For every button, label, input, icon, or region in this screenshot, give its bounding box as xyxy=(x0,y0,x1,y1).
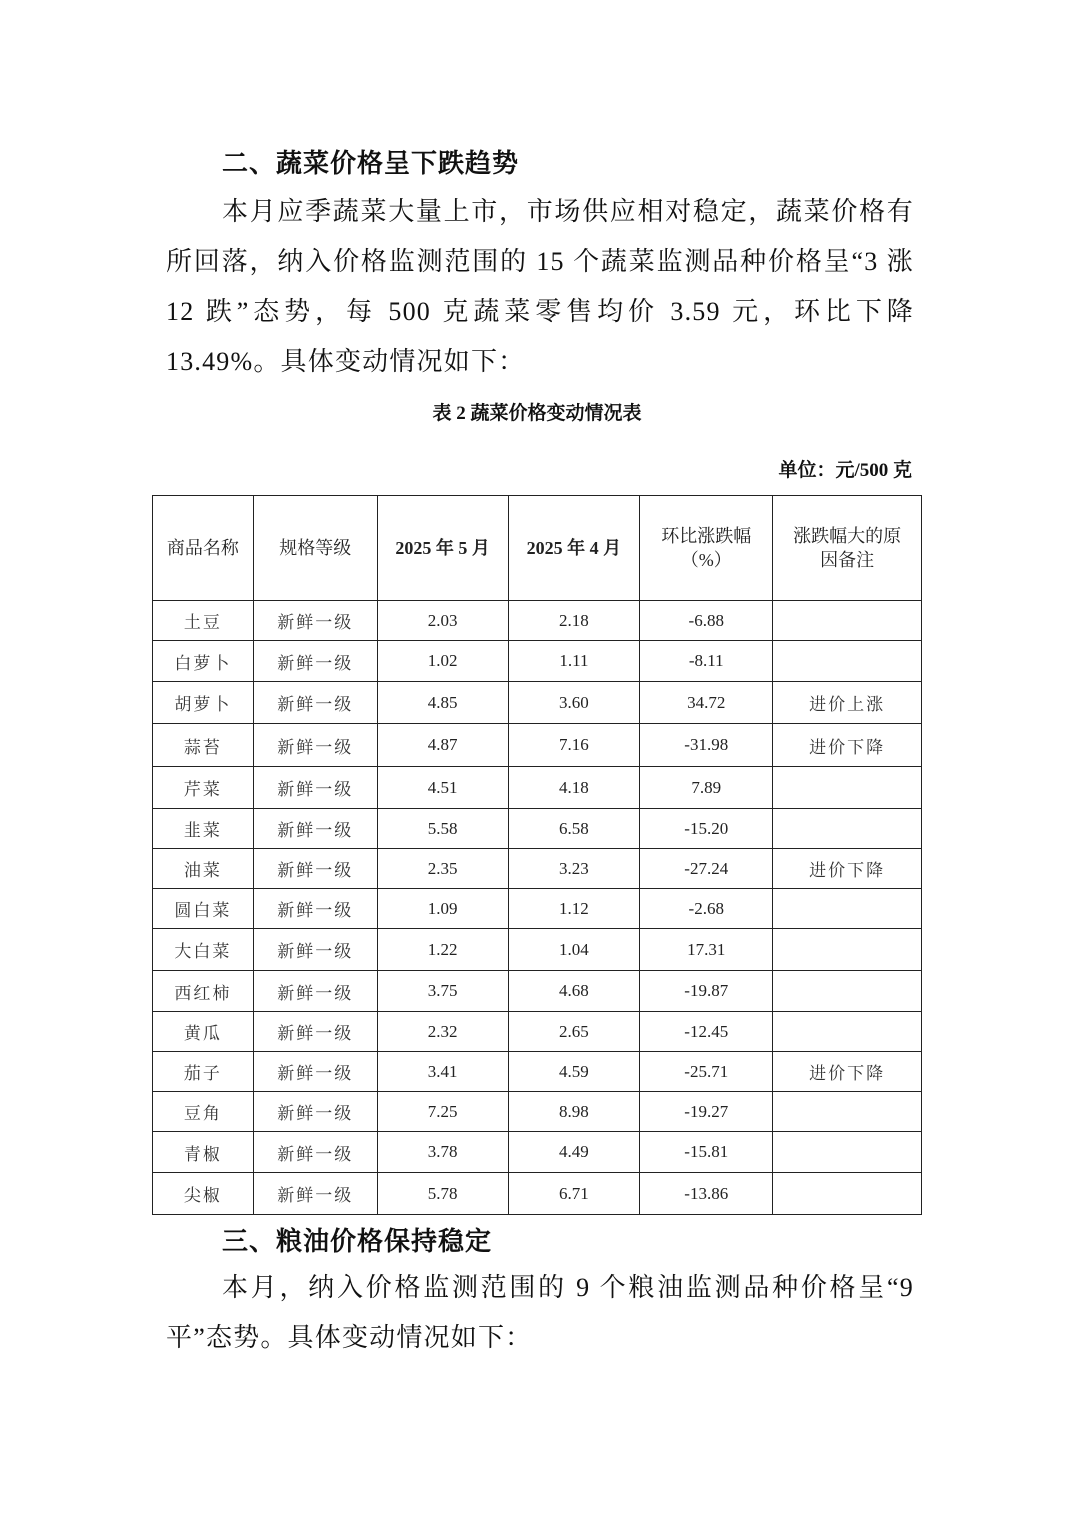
cell-product-name: 胡萝卜 xyxy=(153,682,254,724)
table-row xyxy=(153,601,922,641)
section-paragraph-grain-oil: 本月，纳入价格监测范围的 9 个粮油监测品种价格呈“9 平”态势。具体变动情况如下： xyxy=(166,1273,914,1352)
cell-grade: 新鲜一级 xyxy=(253,809,377,849)
table-row xyxy=(153,929,922,971)
vegetable-price-table xyxy=(152,495,922,1215)
cell-price-may: 3.41 xyxy=(377,1052,508,1092)
table-row xyxy=(153,1132,922,1173)
table-row xyxy=(153,1173,922,1215)
table-row xyxy=(153,971,922,1012)
cell-price-apr: 4.68 xyxy=(508,971,640,1012)
header-reason-note-line1: 涨跌幅大的原 xyxy=(793,526,902,546)
cell-price-apr: 1.04 xyxy=(508,929,640,971)
cell-reason-note xyxy=(773,641,922,682)
cell-price-apr: 6.58 xyxy=(508,809,640,849)
cell-reason-note xyxy=(773,1012,922,1052)
section-heading-grain-oil: 三、粮油价格保持稳定 xyxy=(222,1227,493,1257)
table-row xyxy=(153,1092,922,1132)
cell-price-may: 1.02 xyxy=(377,641,508,682)
cell-price-apr: 4.49 xyxy=(508,1132,640,1173)
cell-grade: 新鲜一级 xyxy=(253,1173,377,1215)
cell-mom-change: 34.72 xyxy=(640,682,773,724)
cell-mom-change: -6.88 xyxy=(640,601,773,641)
cell-price-apr: 8.98 xyxy=(508,1092,640,1132)
cell-grade: 新鲜一级 xyxy=(253,1092,377,1132)
cell-reason-note: 进价上涨 xyxy=(773,682,922,724)
cell-price-apr: 3.60 xyxy=(508,682,640,724)
cell-mom-change: 7.89 xyxy=(640,767,773,809)
cell-mom-change: -27.24 xyxy=(640,849,773,889)
cell-product-name: 土豆 xyxy=(153,601,254,641)
cell-product-name: 黄瓜 xyxy=(153,1012,254,1052)
cell-price-apr: 2.65 xyxy=(508,1012,640,1052)
cell-reason-note: 进价下降 xyxy=(773,1052,922,1092)
cell-grade: 新鲜一级 xyxy=(253,767,377,809)
cell-product-name: 西红柿 xyxy=(153,971,254,1012)
cell-price-apr: 2.18 xyxy=(508,601,640,641)
header-mom-change xyxy=(640,496,773,601)
cell-grade: 新鲜一级 xyxy=(253,929,377,971)
cell-reason-note: 进价下降 xyxy=(773,849,922,889)
table-row xyxy=(153,767,922,809)
cell-reason-note xyxy=(773,929,922,971)
table-row xyxy=(153,849,922,889)
cell-price-may: 4.51 xyxy=(377,767,508,809)
table-row xyxy=(153,724,922,767)
cell-product-name: 尖椒 xyxy=(153,1173,254,1215)
cell-reason-note xyxy=(773,809,922,849)
header-mom-change-line1: 环比涨跌幅 xyxy=(661,526,752,546)
cell-price-may: 5.78 xyxy=(377,1173,508,1215)
cell-price-apr: 7.16 xyxy=(508,724,640,767)
cell-product-name: 大白菜 xyxy=(153,929,254,971)
cell-mom-change: -15.81 xyxy=(640,1132,773,1173)
header-mom-change-line2: （%） xyxy=(680,550,732,570)
cell-mom-change: -2.68 xyxy=(640,889,773,929)
cell-grade: 新鲜一级 xyxy=(253,1012,377,1052)
table-row xyxy=(153,1052,922,1092)
cell-reason-note xyxy=(773,1092,922,1132)
cell-reason-note xyxy=(773,601,922,641)
cell-product-name: 芹菜 xyxy=(153,767,254,809)
cell-mom-change: -15.20 xyxy=(640,809,773,849)
section-heading-vegetables: 二、蔬菜价格呈下跌趋势 xyxy=(222,149,520,179)
cell-price-may: 1.22 xyxy=(377,929,508,971)
cell-price-apr: 1.11 xyxy=(508,641,640,682)
cell-price-may: 2.32 xyxy=(377,1012,508,1052)
header-apr-2025: 2025 年 4 月 xyxy=(508,496,640,601)
header-may-2025: 2025 年 5 月 xyxy=(377,496,508,601)
cell-product-name: 茄子 xyxy=(153,1052,254,1092)
cell-product-name: 豆角 xyxy=(153,1092,254,1132)
cell-grade: 新鲜一级 xyxy=(253,849,377,889)
cell-grade: 新鲜一级 xyxy=(253,1052,377,1092)
cell-product-name: 韭菜 xyxy=(153,809,254,849)
cell-price-apr: 6.71 xyxy=(508,1173,640,1215)
cell-reason-note xyxy=(773,889,922,929)
cell-grade: 新鲜一级 xyxy=(253,1132,377,1173)
cell-grade: 新鲜一级 xyxy=(253,889,377,929)
cell-price-may: 3.78 xyxy=(377,1132,508,1173)
cell-mom-change: -19.87 xyxy=(640,971,773,1012)
cell-mom-change: -13.86 xyxy=(640,1173,773,1215)
cell-price-may: 4.87 xyxy=(377,724,508,767)
cell-reason-note xyxy=(773,767,922,809)
cell-reason-note: 进价下降 xyxy=(773,724,922,767)
cell-grade: 新鲜一级 xyxy=(253,724,377,767)
table-row xyxy=(153,1012,922,1052)
cell-product-name: 白萝卜 xyxy=(153,641,254,682)
header-reason-note-line2: 因备注 xyxy=(820,550,875,570)
table-row xyxy=(153,809,922,849)
cell-price-apr: 1.12 xyxy=(508,889,640,929)
cell-grade: 新鲜一级 xyxy=(253,641,377,682)
cell-price-may: 2.03 xyxy=(377,601,508,641)
cell-reason-note xyxy=(773,1173,922,1215)
cell-mom-change: 17.31 xyxy=(640,929,773,971)
cell-price-apr: 4.18 xyxy=(508,767,640,809)
section-paragraph-vegetables: 本月应季蔬菜大量上市，市场供应相对稳定，蔬菜价格有所回落，纳入价格监测范围的 15 个蔬菜监测品种价格呈“3 涨 12 跌”态势，每 500 克蔬菜零售均价 3.59 元，环比下降 13.49%。具体变动情况如下： xyxy=(166,197,914,376)
cell-price-may: 1.09 xyxy=(377,889,508,929)
cell-price-apr: 3.23 xyxy=(508,849,640,889)
cell-product-name: 蒜苔 xyxy=(153,724,254,767)
table-body xyxy=(153,601,922,1215)
cell-grade: 新鲜一级 xyxy=(253,601,377,641)
header-reason-note xyxy=(773,496,922,601)
cell-mom-change: -31.98 xyxy=(640,724,773,767)
table-row xyxy=(153,641,922,682)
table-row xyxy=(153,889,922,929)
cell-grade: 新鲜一级 xyxy=(253,971,377,1012)
cell-mom-change: -19.27 xyxy=(640,1092,773,1132)
cell-mom-change: -12.45 xyxy=(640,1012,773,1052)
cell-price-may: 7.25 xyxy=(377,1092,508,1132)
cell-reason-note xyxy=(773,1132,922,1173)
cell-mom-change: -8.11 xyxy=(640,641,773,682)
cell-price-may: 3.75 xyxy=(377,971,508,1012)
cell-price-may: 4.85 xyxy=(377,682,508,724)
cell-price-may: 2.35 xyxy=(377,849,508,889)
cell-reason-note xyxy=(773,971,922,1012)
header-product-name: 商品名称 xyxy=(153,496,254,601)
cell-product-name: 油菜 xyxy=(153,849,254,889)
cell-product-name: 青椒 xyxy=(153,1132,254,1173)
table-header-row xyxy=(153,496,922,601)
header-grade: 规格等级 xyxy=(253,496,377,601)
table-unit: 单位：元/500 克 xyxy=(778,460,912,481)
table-caption: 表 2 蔬菜价格变动情况表 xyxy=(432,403,642,424)
cell-price-apr: 4.59 xyxy=(508,1052,640,1092)
cell-mom-change: -25.71 xyxy=(640,1052,773,1092)
cell-grade: 新鲜一级 xyxy=(253,682,377,724)
cell-price-may: 5.58 xyxy=(377,809,508,849)
cell-product-name: 圆白菜 xyxy=(153,889,254,929)
table-row xyxy=(153,682,922,724)
